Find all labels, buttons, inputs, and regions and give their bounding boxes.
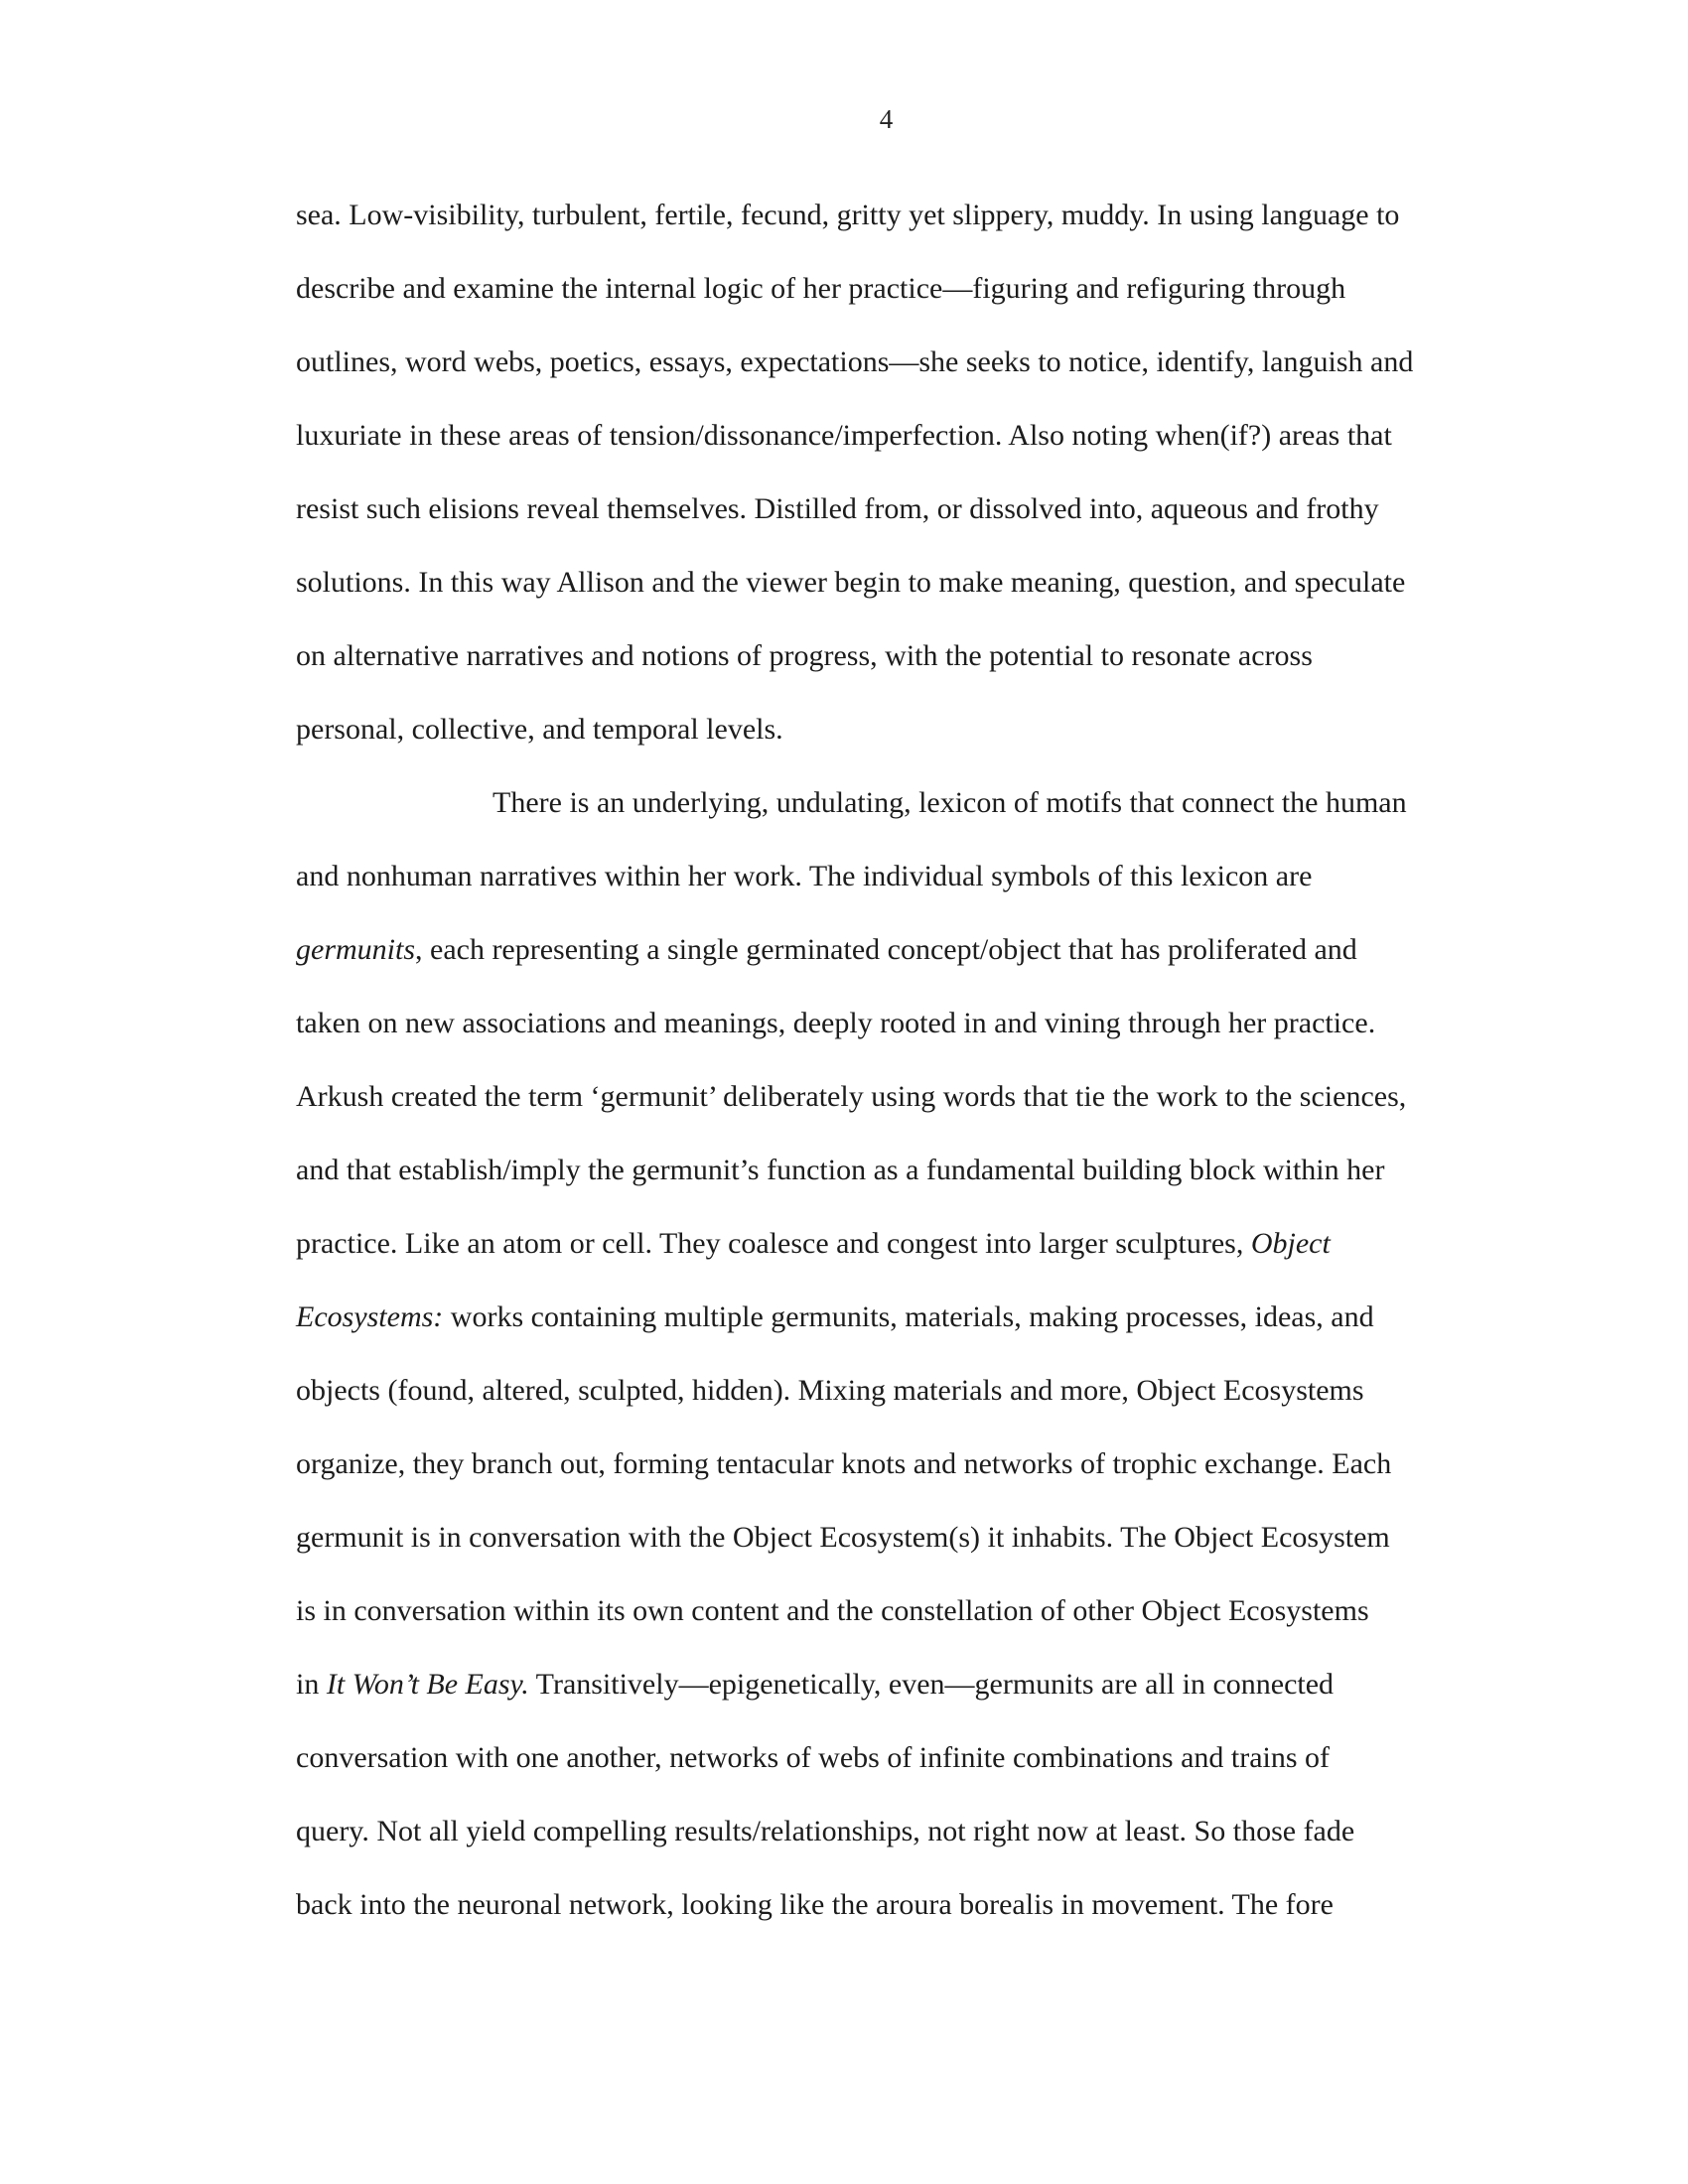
italic-term: germunits — [296, 933, 415, 966]
text-line: query. Not all yield compelling results/relationships, not right now at least. So those fade — [296, 1815, 1355, 1847]
text-line: resist such elisions reveal themselves. Distilled from, or dissolved into, aqueous and frothy — [296, 492, 1379, 525]
paragraph-first-line: There is an underlying, undulating, lexicon of motifs that connect the human — [492, 786, 1407, 819]
text-line: describe and examine the internal logic of her practice—figuring and refiguring through — [296, 272, 1346, 305]
text-line: practice. Like an atom or cell. They coalesce and congest into larger sculptures, Object — [296, 1227, 1331, 1260]
italic-title: It Won’t Be Easy. — [326, 1668, 529, 1701]
text-line: conversation with one another, networks of webs of infinite combinations and trains of — [296, 1741, 1331, 1774]
page-number: 4 — [879, 104, 894, 134]
text-line: personal, collective, and temporal levels. — [296, 713, 783, 746]
text-line: and that establish/imply the germunit’s function as a fundamental building block within her — [296, 1154, 1385, 1186]
text-line: germunit is in conversation with the Object Ecosystem(s) it inhabits. The Object Ecosystem — [296, 1521, 1390, 1554]
text-line: sea. Low-visibility, turbulent, fertile, fecund, gritty yet slippery, muddy. In using language to — [296, 199, 1400, 231]
text-line: luxuriate in these areas of tension/dissonance/imperfection. Also noting when(if?) areas that — [296, 419, 1392, 452]
text-line: germunits, each representing a single germinated concept/object that has proliferated and — [296, 933, 1357, 966]
text-line: Arkush created the term ‘germunit’ deliberately using words that tie the work to the sciences, — [296, 1080, 1407, 1113]
text-line: is in conversation within its own content and the constellation of other Object Ecosystems — [296, 1594, 1369, 1627]
text-line: objects (found, altered, sculpted, hidden). Mixing materials and more, Object Ecosystems — [296, 1374, 1364, 1407]
text-line: taken on new associations and meanings, deeply rooted in and vining through her practice. — [296, 1007, 1376, 1039]
text-line: and nonhuman narratives within her work. The individual symbols of this lexicon are — [296, 860, 1313, 892]
text-line: solutions. In this way Allison and the viewer begin to make meaning, question, and speculate — [296, 566, 1406, 599]
text-line: organize, they branch out, forming tentacular knots and networks of trophic exchange. Each — [296, 1447, 1392, 1480]
italic-term: Ecosystems: — [296, 1300, 444, 1333]
text-line: in It Won’t Be Easy. Transitively—epigenetically, even—germunits are all in connected — [296, 1668, 1335, 1701]
italic-term: Object — [1250, 1227, 1331, 1260]
text-line: Ecosystems: works containing multiple germunits, materials, making processes, ideas, and — [296, 1300, 1374, 1333]
text-line: back into the neuronal network, looking like the aroura borealis in movement. The fore — [296, 1888, 1334, 1921]
text-line: outlines, word webs, poetics, essays, expectations—she seeks to notice, identify, languish and — [296, 345, 1414, 378]
text-line: on alternative narratives and notions of progress, with the potential to resonate across — [296, 639, 1313, 672]
